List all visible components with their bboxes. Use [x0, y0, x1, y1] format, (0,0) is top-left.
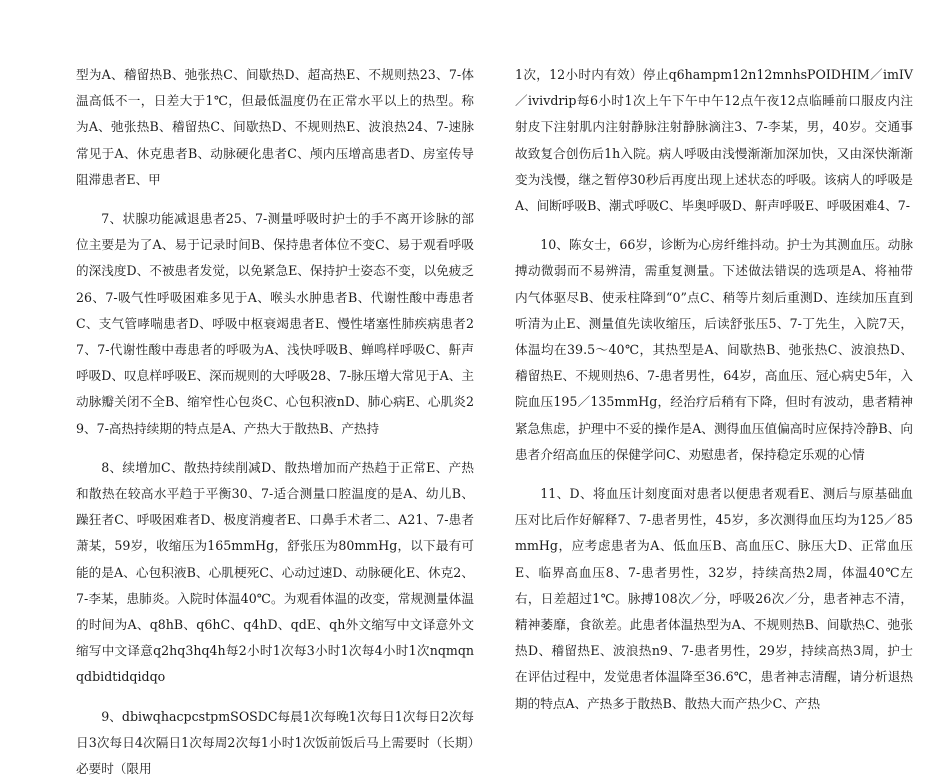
left-paragraph-4: 9、dbiwqhacpcstpmSOSDC每晨1次每晚1次每日1次每日2次每日3次每日4次隔日1次每周2次每1小时1次饭前饭后马上需要时（长期）必要时（限用: [76, 708, 474, 777]
right-paragraph-2: 10、陈女士，66岁，诊断为心房纤维抖动。护士为其测血压。动脉搏动微弱而不易辨清，需重复测量。下述做法错误的选项是A、将袖带内气体驱尽B、使汞柱降到“0”点C、稍等片刻后重测D、连续加压直到听清为止E、测量值先读收缩压，后读舒张压5、7-丁先生，入院7天，体温均在39.5～40℃，其热型是A、间歇热B、弛张热C、波浪热D、稽留热E、不规则热6、7-患者男性，64岁，高血压、冠心病史5年，入院血压195／135mmHg，经治疗后稍有下降，但时有波动，患者精神紧急焦虑，护理中不妥的操作是A、测得血压值偏高时应保持冷静B、向患者介绍高血压的保健学问C、劝慰患者，保持稳定乐观的心情: [515, 237, 913, 462]
right-paragraph-1: 1次，12小时内有效）停止q6hampm12n12mnhsPOIDHIM／imIV／ivivdrip每6小时1次上午下午中午12点午夜12点临睡前口服皮内注射皮下注射肌内注射静脉注射静脉滴注3、7-李某，男，40岁。交通事故致复合创伤后1h入院。病人呼吸由浅慢渐渐加深加快，又由深快渐渐变为浅慢，继之暂停30秒后再度出现上述状态的呼吸。该病人的呼吸是A、间断呼吸B、潮式呼吸C、毕奥呼吸D、鼾声呼吸E、呼吸困难4、7-: [515, 67, 913, 214]
left-paragraph-3: 8、续增加C、散热持续削减D、散热增加而产热趋于正常E、产热和散热在较高水平趋于平衡30、7-适合测量口腔温度的是A、幼儿B、躁狂者C、呼吸困难者D、极度消瘦者E、口鼻手术者二、A21、7-患者萧某，59岁，收缩压为165mmHg，舒张压为80mmHg，以下最有可能的是A、心包积液B、心肌梗死C、心动过速D、动脉硬化E、休克2、7-李某，患肺炎。入院时体温40℃。为观看体温的改变，常规测量体温的时间为A、q8hB、q6hC、q4hD、qdE、qh外文缩写中文译意外文缩写中文译意q2hq3hq4h每2小时1次每3小时1次每4小时1次nqmqnqdbidtidqidqo: [76, 459, 474, 685]
left-column: [76, 62, 474, 777]
left-paragraph-1: 型为A、稽留热B、弛张热C、间歇热D、超高热E、不规则热23、7-体温高低不一，日差大于1℃，但最低温度仍在正常水平以上的热型。称为A、弛张热B、稽留热C、间歇热D、不规则热E、波浪热24、7-速脉常见于A、休克患者B、动脉硬化患者C、颅内压增高患者D、房室传导阻滞患者E、甲: [76, 67, 474, 187]
right-column: [515, 62, 913, 711]
left-paragraph-2: 7、状腺功能减退患者25、7-测量呼吸时护士的手不离开诊脉的部位主要是为了A、易于记录时间B、保持患者体位不变C、易于观看呼吸的深浅度D、不被患者发觉，以免紧急E、保持护士姿态不变，以免疲乏26、7-吸气性呼吸困难多见于A、喉头水肿患者B、代谢性酸中毒患者C、支气管哮喘患者D、呼吸中枢衰竭患者E、慢性堵塞性肺疾病患者27、7-代谢性酸中毒患者的呼吸为A、浅快呼吸B、蝉鸣样呼吸C、鼾声呼吸D、叹息样呼吸E、深而规则的大呼吸28、7-脉压增大常见于A、主动脉瓣关闭不全B、缩窄性心包炎C、心包积液nD、肺心病E、心肌炎29、7-高热持续期的特点是A、产热大于散热B、产热持: [76, 211, 474, 436]
right-paragraph-3: 11、D、将血压计刻度面对患者以便患者观看E、测后与原基础血压对比后作好解释7、7-患者男性，45岁，多次测得血压均为125／85mmHg，应考虑患者为A、低血压B、高血压C、脉压大D、正常血压E、临界高血压8、7-患者男性，32岁，持续高热2周，体温40℃左右，日差超过1℃。脉搏108次／分，呼吸26次／分，患者神志不清，精神萎靡，食欲差。此患者体温热型为A、不规则热B、间歇热C、弛张热D、稽留热E、波浪热n9、7-患者男性，29岁，持续高热3周，护士在评估过程中，发觉患者体温降至36.6℃，患者神志清醒，请分析退热期的特点A、产热多于散热B、散热大而产热少C、产热: [515, 486, 913, 711]
